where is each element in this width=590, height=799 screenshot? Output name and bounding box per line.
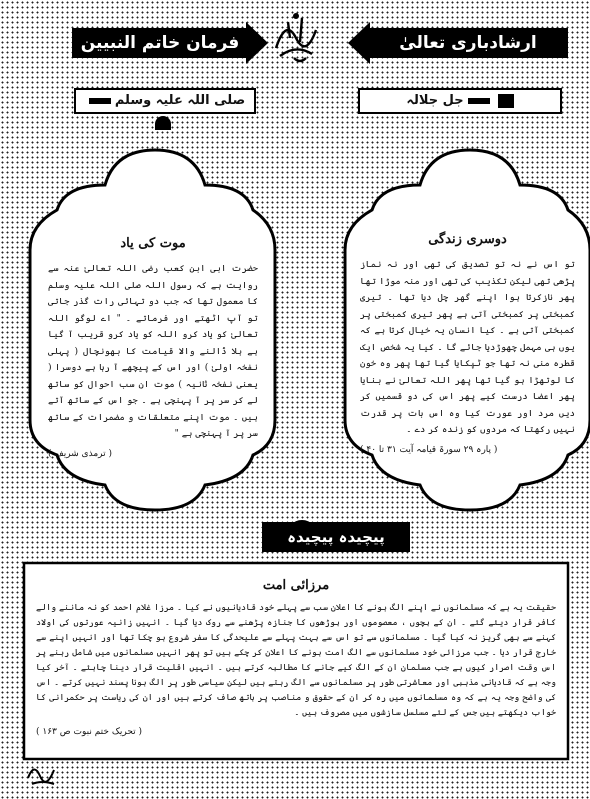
bottom-body: حقیقت یہ ہے کہ مسلمانوں نے اپنے الگ ہونے کا اعلان سب سے پہلے خود قادیانیوں نے کیا ۔ مرزا غلام احمد کو نہ ماننے والے کافر قرار دیئے گئے ۔ ان کے بچوں ، معصوموں اور بوڑھوں کا جنازہ پڑھنے سے روک دیا گیا ۔ انہیں زانیہ عورتوں کی اولاد کہنے سے بھی گریز نہ کیا گیا ۔ مسلمانوں سے تو اس سے بہت پہلے سے علیحدگی کا سفر شروع ہو چکا تھا اور انہیں اپنے سے خارج قرار دیا ۔ جب مرزائی خود مسلمانوں سے الگ امت ہونے کا اعلان کر چکے ہیں تو پھر انہیں مسلمانوں میں شامل رہنے پر اس وقت اصرار کیوں ہے جب مسلمان ان کے الگ کیے جانے کا مطالبہ کرتے ہیں ۔ انہیں اقلیت قرار دینا چاہئے ۔ آخر کیا وجہ ہے کہ قادیانی مذہبی اور معاشرتی طور پر مسلمانوں سے الگ رہتے ہیں لیکن سیاسی طور پر الگ ہونا پسند نہیں کرتے ۔ اس کی واضح وجہ یہ ہے کہ وہ مسلمانوں میں رہ کر ان کے حقوق و مناصب پر ہاتھ صاف کرتے ہیں اور ان کی ریاست پر حکمرانی کا خواب دیکھتے ہیں جس کے لئے مسلسل سازشوں میں مصروف ہیں ۔ (36, 603, 556, 718)
card-left-heading: موت کی یاد (120, 236, 186, 251)
bottom-heading: مرزائی امت (262, 578, 330, 593)
sub-banner-left-text: صلی اللہ علیہ وسلم (114, 93, 246, 108)
card-right-body: تو اس نے نہ تو تصدیق کی تھی اور نہ نماز پڑھی تھی لیکن تکذیب کی تھی اور منہ موڑا تھا پھر نازکرتا ہوا اپنے گھر چل دیا تھا ۔ تیری کمبختی پر کمبختی آتی ہے پھر تیری کمبختی پر کمبختی آتی ہے ۔ کیا انسان یہ خیال کرتا ہے کہ یوں ہی مہمل چھوڑدیا جائے گا ۔ کیا یہ شخص ایک قطرہ منی نہ تھا جو ٹپکایا گیا تھا پھر وہ خون کا لوتھڑا ہو گیا تھا پھر اللہ تعالیٰ نے بنایا پھر اعضا درست کیے پھر اس کی دو قسمیں کر دیں مرد اور عورت کیا وہ اس بات پر قدرت نہیں رکھتا کہ مردوں کو زندہ کر دے ۔ (360, 259, 575, 435)
card-right-heading: دوسری زندگی (428, 232, 507, 247)
card-right (360, 232, 575, 455)
signature-mark (24, 758, 60, 788)
card-left (48, 236, 258, 459)
bottom-reference: ( تحریک ختم نبوت ص ۱۶۳ ) (36, 727, 143, 737)
banner-left-title: فرمان خاتم النبیین (80, 33, 240, 53)
bottom-article (36, 578, 556, 737)
banner-right-title: ارشادباری تعالیٰ (399, 33, 537, 53)
card-left-reference: ( ترمذی شریف ) (48, 448, 112, 459)
bottom-banner (262, 514, 410, 560)
card-left-body: حضرت ابی ابن کعب رضی اللہ تعالیٰ عنہ سے روایت ہے کہ رسول اللہ صلی اللہ علیہ وسلم کا معمول تھا کہ جب دو تہائی رات گذر جاتی تو آپ اٹھتے اور فرماتے ۔ " اے لوگو اللہ تعالیٰ کو یاد کرو اللہ کو یاد کرو قریب آ گیا ہے ہلا ڈالنے والا قیامت کا بھونچال ( پہلی نفخہ اولیٰ ) اور اس کے پیچھے آ رہا ہے دوسرا ( یعنی نفخہ ثانیہ ) موت ان سب احوال کو ساتھ لے کر سر پر آ پہنچی ہے ۔ جو اس کے ساتھ آتے ہیں ۔ موت اپنے متعلقات و مضمرات کے ساتھ سر پر آ پہنچی ہے " (48, 263, 258, 439)
sub-banner-right-text: جل جلالہ (406, 93, 464, 108)
card-right-reference: ( پارہ ۲۹ سورۃ قیامہ آیت ۳۱ تا ۴۰ ) (360, 444, 498, 455)
bottom-banner-text: پیچیدہ پیچیدہ (287, 528, 385, 546)
